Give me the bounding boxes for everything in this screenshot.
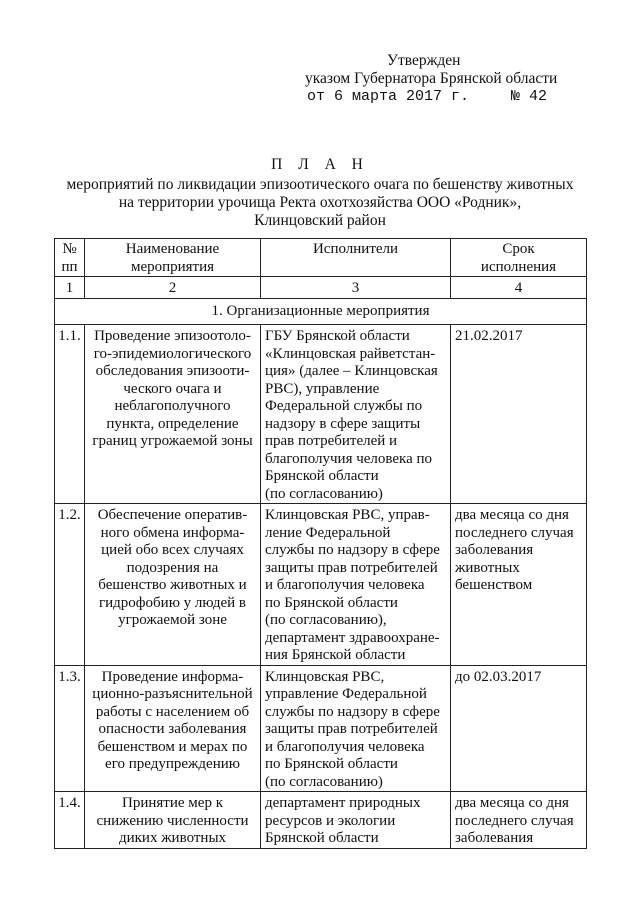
header-name-line-2: мероприятия (130, 258, 215, 275)
row-executors-line: по Брянской области (265, 756, 398, 772)
row-activity-line: Принятие мер к (122, 795, 223, 811)
row-term-line: заболевания (455, 830, 534, 846)
row-activity-line: гидрофобию у людей в (99, 594, 246, 611)
table-row (55, 504, 587, 666)
row-executors-line: ление Федеральной (265, 524, 391, 541)
document-subtitle-line-3: Клинцовский район (254, 212, 386, 229)
row-activity-line: бешенством и мерах по (97, 738, 248, 755)
row-activity-line: обследования эпизооти- (95, 363, 250, 379)
header-number-line-2: пп (61, 258, 78, 275)
document-subtitle-line-1: мероприятий по ликвидации эпизоотического очага по бешенству животных (66, 176, 574, 193)
column-index-1: 1 (55, 277, 85, 299)
row-executors-line: управление Федеральной (265, 686, 427, 702)
header-executors (261, 239, 451, 277)
row-executors (261, 665, 451, 792)
row-term (451, 665, 587, 792)
row-executors-line: благополучия человека по (265, 450, 433, 467)
row-executors-line: по Брянской области (265, 594, 398, 611)
row-executors-line: департамент здравоохране- (265, 629, 440, 646)
row-term-line: два месяца со дня (455, 795, 569, 811)
row-executors-line: РВС), управление (265, 380, 380, 397)
row-executors-line: (по согласованию) (265, 773, 383, 790)
header-executors-line-1: Исполнители (312, 241, 399, 257)
plan-table (54, 238, 587, 849)
row-term-line: бешенством (455, 577, 533, 593)
row-executors-line: Клинцовская РВС, управ- (265, 507, 430, 523)
row-number-line: 1.1. (58, 328, 81, 344)
row-activity (85, 792, 261, 849)
row-executors-line: защиты прав потребителей (265, 559, 438, 576)
row-executors-line: защиты прав потребителей (265, 721, 438, 737)
document-subtitle-line-2: на территории урочища Ректа охотхозяйства ООО «Родник», (118, 194, 522, 211)
row-executors-line: ция» (далее – Клинцовская (265, 363, 438, 379)
row-activity-line: Обеспечение оператив- (97, 507, 248, 523)
approval-date-line (305, 88, 605, 106)
row-executors-line: ресурсов и экологии (265, 812, 396, 829)
row-number-line: 1.4. (58, 795, 81, 811)
row-executors-line: Брянской области (265, 468, 379, 484)
row-number (55, 665, 85, 792)
row-number (55, 325, 85, 504)
section-title: 1. Организационные мероприятия (55, 298, 587, 325)
row-term (451, 325, 587, 504)
row-executors-line: Клинцовская РВС, (265, 668, 385, 685)
row-activity-line: границ угрожаемой зоны (92, 433, 253, 449)
row-executors-line: ния Брянской области (265, 647, 406, 663)
row-term-line: последнего случая (455, 812, 574, 829)
table-row (55, 325, 587, 504)
row-activity-line: снижению численности (96, 812, 249, 829)
row-activity (85, 665, 261, 792)
row-activity-line: опасности заболевания (98, 721, 247, 737)
column-index-3: 3 (261, 277, 451, 299)
header-number (55, 239, 85, 277)
row-term (451, 792, 587, 849)
row-activity-line: подозрения на (126, 559, 219, 576)
row-activity (85, 325, 261, 504)
row-activity-line: Проведение эпизоотоло- (94, 328, 251, 344)
row-term-line: животных (455, 559, 520, 576)
column-index-row (55, 277, 587, 299)
approval-title: Утвержден (387, 52, 461, 69)
row-number (55, 792, 85, 849)
row-activity-line: бешенство животных и (98, 577, 247, 593)
table-row (55, 665, 587, 792)
row-executors-line: Брянской области (265, 830, 379, 846)
row-number-line: 1.3. (58, 668, 81, 685)
header-number-line-1: № (62, 241, 77, 257)
row-activity-line: диких животных (118, 830, 227, 846)
row-number (55, 504, 85, 666)
row-executors-line: «Клинцовская райветстан- (265, 345, 436, 362)
row-term-line: до 02.03.2017 (455, 668, 542, 685)
approval-date: от 6 марта 2017 г. (307, 88, 470, 105)
row-executors-line: службы по надзору в сфере (265, 703, 440, 720)
row-term-line: заболевания (455, 542, 534, 558)
header-term-line-1: Срок (502, 241, 535, 257)
header-name (85, 239, 261, 277)
row-activity-line: Проведение информа- (101, 668, 244, 685)
row-term (451, 504, 587, 666)
row-executors-line: ГБУ Брянской области (265, 328, 410, 344)
row-executors-line: (по согласованию) (265, 485, 383, 502)
row-executors-line: службы по надзору в сфере (265, 542, 440, 558)
table-header-row (55, 239, 587, 277)
header-name-line-1: Наименование (125, 241, 220, 257)
section-row (55, 298, 587, 325)
row-activity-line: ционно-разъяснительной (92, 686, 253, 702)
row-activity-line: го-эпидемиологического (93, 345, 252, 362)
row-executors-line: (по согласованию), (265, 612, 387, 628)
row-activity-line: работы с населением об (95, 703, 250, 720)
header-term (451, 239, 587, 277)
row-executors (261, 325, 451, 504)
row-executors (261, 792, 451, 849)
document-title: П Л А Н (271, 156, 369, 173)
column-index-2: 2 (85, 277, 261, 299)
row-term-line: два месяца со дня (455, 507, 569, 523)
document-heading (0, 156, 640, 230)
row-executors-line: прав потребителей и (265, 433, 398, 449)
row-activity (85, 504, 261, 666)
row-activity-line: ного обмена информа- (100, 524, 245, 541)
row-executors-line: Федеральной службы по (265, 398, 423, 414)
row-activity-line: пункта, определение (106, 415, 239, 432)
row-executors-line: надзору в сфере защиты (265, 415, 421, 432)
row-activity-line: неблагополучного (114, 398, 231, 414)
approval-number: № 42 (511, 88, 548, 105)
approval-issuer: указом Губернатора Брянской области (305, 70, 558, 87)
approval-block (305, 52, 605, 106)
row-activity-line: ческого очага и (123, 380, 222, 397)
row-executors-line: департамент природных (265, 795, 421, 811)
row-executors-line: и благополучия человека (265, 577, 425, 593)
table-row (55, 792, 587, 849)
column-index-4: 4 (451, 277, 587, 299)
row-term-line: 21.02.2017 (455, 328, 523, 344)
row-number-line: 1.2. (58, 507, 81, 523)
row-term-line: последнего случая (455, 524, 574, 541)
row-executors (261, 504, 451, 666)
row-activity-line: его предупреждению (105, 756, 240, 772)
row-executors-line: и благополучия человека (265, 738, 425, 755)
header-term-line-2: исполнения (480, 258, 557, 275)
row-activity-line: цией обо всех случаях (101, 542, 244, 558)
row-activity-line: угрожаемой зоне (118, 612, 227, 628)
